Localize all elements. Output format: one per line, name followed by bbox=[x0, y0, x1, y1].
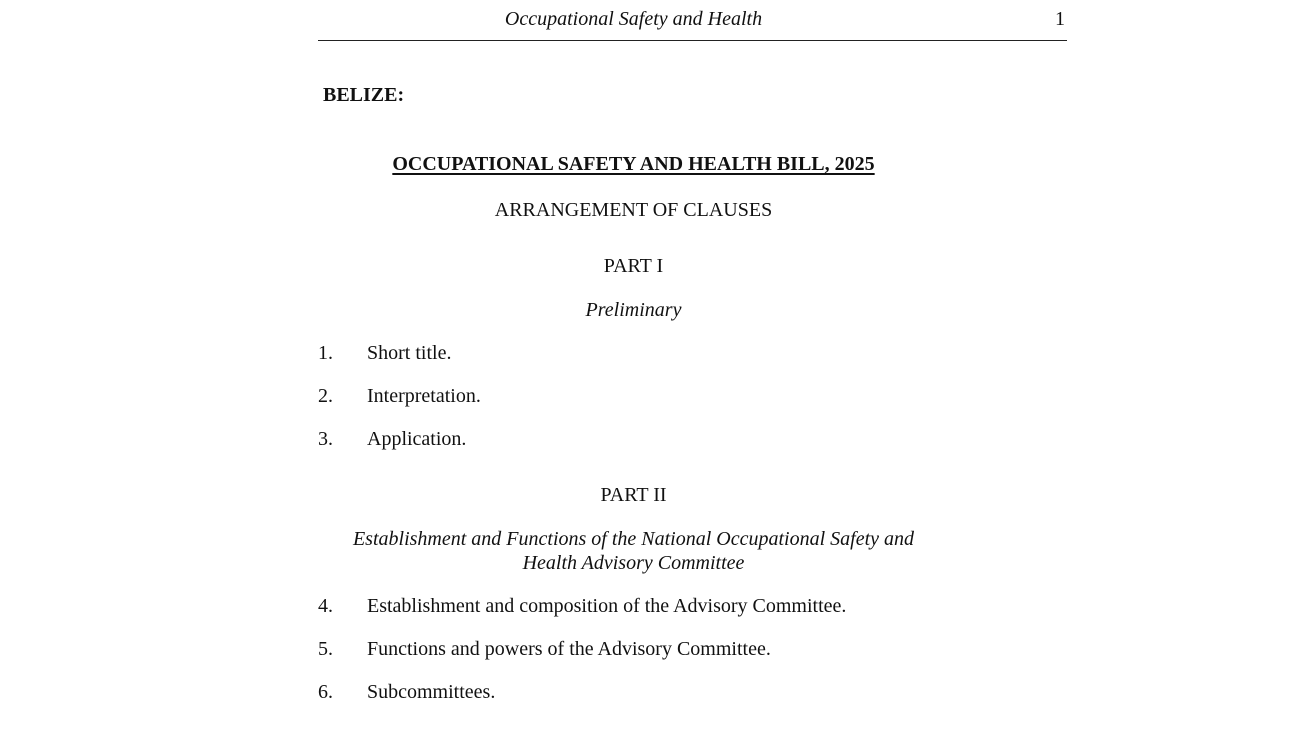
part-1-heading: PART I bbox=[603, 255, 664, 277]
part-2-subtitle-line-2: Health Advisory Committee bbox=[522, 552, 745, 574]
clause-title: Short title. bbox=[367, 342, 452, 364]
clause-title: Establishment and composition of the Advisory Committee. bbox=[367, 595, 847, 617]
clause-number: 5. bbox=[318, 638, 333, 660]
clause-title: Subcommittees. bbox=[367, 681, 496, 703]
clause-title: Application. bbox=[367, 428, 467, 450]
jurisdiction-label: BELIZE: bbox=[323, 84, 405, 106]
clause-title: Interpretation. bbox=[367, 385, 481, 407]
part-2-subtitle-line-1: Establishment and Functions of the National Occupational Safety and bbox=[352, 528, 915, 550]
running-header bbox=[318, 6, 1067, 36]
arrangement-heading: ARRANGEMENT OF CLAUSES bbox=[494, 199, 773, 221]
clause-title: Functions and powers of the Advisory Committee. bbox=[367, 638, 771, 660]
page-number: 1 bbox=[1055, 8, 1065, 30]
part-1-subtitle: Preliminary bbox=[585, 299, 682, 321]
bill-title bbox=[318, 151, 949, 177]
clause-number: 3. bbox=[318, 428, 333, 450]
part-2-heading: PART II bbox=[600, 484, 667, 506]
part-2-subtitle bbox=[318, 527, 949, 575]
clause-number: 6. bbox=[318, 681, 333, 703]
bill-title-text: OCCUPATIONAL SAFETY AND HEALTH BILL, 2025 bbox=[392, 153, 875, 175]
clause-number: 4. bbox=[318, 595, 333, 617]
running-title: Occupational Safety and Health bbox=[504, 8, 763, 30]
clause-number: 1. bbox=[318, 342, 333, 364]
header-rule bbox=[318, 40, 1067, 41]
clause-number: 2. bbox=[318, 385, 333, 407]
